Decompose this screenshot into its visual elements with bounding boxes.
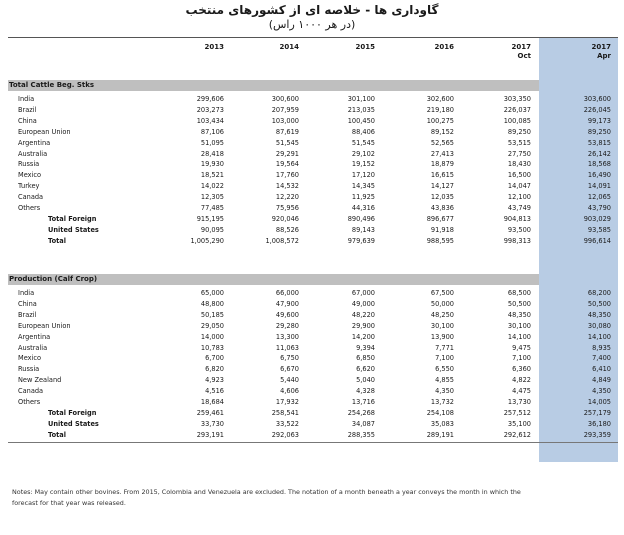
table-cell: 89,250 — [507, 127, 531, 136]
table-row — [8, 170, 618, 180]
table-cell: 48,800 — [200, 299, 224, 308]
table-cell: 302,600 — [426, 95, 454, 103]
table-cell: 16,490 — [587, 171, 611, 180]
table-cell: 48,350 — [507, 310, 531, 319]
table-cell: 6,550 — [435, 365, 454, 374]
table-cell: 915,195 — [196, 214, 224, 223]
table-row — [8, 181, 618, 191]
table-cell: 4,849 — [592, 376, 611, 385]
row-label: Mexico — [18, 171, 42, 180]
table-cell: 19,152 — [351, 160, 375, 169]
table-cell: 29,291 — [275, 149, 299, 158]
table-cell: 47,900 — [275, 299, 299, 308]
table-row — [8, 214, 618, 224]
table-cell: 13,300 — [275, 332, 299, 341]
table-cell: 303,350 — [503, 95, 531, 103]
table-cell: 65,000 — [200, 289, 224, 297]
table-row — [8, 419, 618, 429]
table-cell: 13,900 — [430, 332, 454, 341]
table-cell: 53,515 — [507, 138, 531, 147]
table-row — [8, 386, 618, 396]
table-cell: 34,087 — [351, 419, 375, 428]
table-cell: 996,614 — [583, 236, 611, 245]
table-cell: 93,500 — [507, 225, 531, 234]
table-cell: 4,855 — [435, 376, 454, 385]
table-cell: 18,521 — [200, 171, 224, 180]
row-label: Others — [18, 398, 41, 406]
header-year: 2017 — [511, 43, 531, 51]
header-month: Oct — [517, 52, 531, 60]
row-label: Canada — [18, 193, 44, 202]
table-cell: 53,815 — [587, 138, 611, 147]
table-cell: 6,410 — [592, 365, 611, 374]
table-cell: 35,100 — [507, 419, 531, 428]
table-cell: 36,180 — [587, 419, 611, 428]
title-block — [0, 2, 624, 32]
table-cell: 998,313 — [503, 236, 531, 245]
table-cell: 66,000 — [275, 289, 299, 297]
table-cell: 48,220 — [351, 310, 375, 319]
row-label: European Union — [18, 127, 71, 136]
table-cell: 50,500 — [587, 299, 611, 308]
row-label: China — [18, 299, 37, 308]
table-cell: 14,000 — [200, 332, 224, 341]
table-row — [8, 430, 618, 440]
row-label: Argentina — [18, 138, 51, 147]
row-label: United States — [48, 419, 99, 428]
header-year: 2013 — [204, 43, 224, 51]
table-cell: 16,615 — [430, 171, 454, 180]
table-cell: 89,152 — [430, 127, 454, 136]
table-cell: 4,923 — [205, 376, 224, 385]
table-cell: 26,142 — [587, 149, 611, 158]
table-cell: 7,771 — [435, 343, 454, 352]
table-cell: 12,305 — [200, 193, 224, 202]
table-cell: 29,280 — [275, 321, 299, 330]
table-cell: 4,516 — [205, 387, 224, 396]
table-row — [8, 203, 618, 213]
table-cell: 14,200 — [351, 332, 375, 341]
table-cell: 920,046 — [271, 214, 299, 223]
table-cell: 14,091 — [587, 182, 611, 191]
table-cell: 257,179 — [583, 408, 611, 417]
table-cell: 14,047 — [507, 182, 531, 191]
header-year: 2017 — [591, 43, 611, 51]
table-cell: 27,750 — [507, 149, 531, 158]
header-year: 2014 — [279, 43, 299, 51]
table-cell: 292,612 — [503, 430, 531, 439]
table-cell: 254,268 — [347, 408, 375, 417]
table-cell: 103,434 — [196, 116, 224, 125]
table-cell: 30,100 — [430, 321, 454, 330]
table-cell: 44,316 — [351, 204, 375, 212]
table-cell: 88,406 — [351, 127, 375, 136]
table-cell: 33,522 — [275, 419, 299, 428]
table-row — [8, 288, 618, 298]
table-cell: 100,085 — [503, 116, 531, 125]
table-cell: 17,120 — [351, 171, 375, 180]
table-cell: 1,005,290 — [190, 236, 224, 245]
table-cell: 10,783 — [200, 343, 224, 352]
table-cell: 11,925 — [351, 193, 375, 202]
table-cell: 30,100 — [507, 321, 531, 330]
table-cell: 17,932 — [275, 398, 299, 406]
bottom-rule — [8, 442, 618, 443]
table-cell: 14,345 — [351, 182, 375, 191]
table-row — [8, 332, 618, 342]
table-cell: 88,526 — [275, 225, 299, 234]
table-cell: 293,359 — [583, 430, 611, 439]
table-cell: 90,095 — [200, 225, 224, 234]
table-cell: 87,619 — [275, 127, 299, 136]
table-cell: 213,035 — [347, 105, 375, 114]
row-label: Total — [48, 430, 67, 439]
table-cell: 890,496 — [347, 214, 375, 223]
table-cell: 18,684 — [200, 398, 224, 406]
table-cell: 52,565 — [430, 138, 454, 147]
table-cell: 4,350 — [592, 387, 611, 396]
table-cell: 903,029 — [583, 214, 611, 223]
row-label: Total — [48, 236, 67, 245]
row-label: United States — [48, 225, 99, 234]
table-cell: 6,820 — [205, 365, 224, 374]
table-cell: 12,065 — [587, 193, 611, 202]
table-cell: 48,250 — [430, 310, 454, 319]
row-label: European Union — [18, 321, 71, 330]
row-label: Canada — [18, 387, 44, 396]
table-cell: 30,080 — [587, 321, 611, 330]
table-cell: 7,100 — [512, 354, 531, 363]
table-cell: 6,670 — [280, 365, 299, 374]
table-cell: 11,063 — [275, 343, 299, 352]
table-cell: 103,000 — [271, 116, 299, 125]
table-row — [8, 397, 618, 407]
table-row — [8, 343, 618, 353]
header-row — [8, 38, 618, 62]
table-cell: 27,413 — [430, 149, 454, 158]
table-row — [8, 408, 618, 418]
table-cell: 6,700 — [205, 354, 224, 363]
table-cell: 33,730 — [200, 419, 224, 428]
table-cell: 14,532 — [275, 182, 299, 191]
table-cell: 91,918 — [430, 225, 454, 234]
row-label: Total Foreign — [48, 408, 97, 417]
table-cell: 43,749 — [507, 204, 531, 212]
table-cell: 87,106 — [200, 127, 224, 136]
row-label: India — [18, 95, 35, 103]
table-cell: 303,600 — [583, 95, 611, 103]
table-row — [8, 138, 618, 148]
table-cell: 257,512 — [503, 408, 531, 417]
table-cell: 226,037 — [503, 105, 531, 114]
table-cell: 16,500 — [507, 171, 531, 180]
table-cell: 301,100 — [347, 95, 375, 103]
table-row — [8, 127, 618, 137]
table-cell: 8,935 — [592, 343, 611, 352]
table-cell: 292,063 — [271, 430, 299, 439]
table-cell: 1,008,572 — [265, 236, 299, 245]
table-cell: 51,095 — [200, 138, 224, 147]
table-cell: 289,191 — [426, 430, 454, 439]
table-cell: 12,220 — [275, 193, 299, 202]
table-cell: 293,191 — [196, 430, 224, 439]
table-cell: 203,273 — [196, 105, 224, 114]
table-cell: 99,173 — [587, 116, 611, 125]
table-cell: 14,100 — [507, 332, 531, 341]
table-cell: 49,000 — [351, 299, 375, 308]
table-cell: 258,541 — [271, 408, 299, 417]
table-cell: 300,600 — [271, 95, 299, 103]
table-cell: 14,127 — [430, 182, 454, 191]
table-cell: 259,461 — [196, 408, 224, 417]
table-cell: 904,813 — [503, 214, 531, 223]
notes: Notes: May contain other bovines. From 2015, Colombia and Venezuela are excluded. The notation of a month beneath a year conveys the month in which the forecast for that year was released. — [12, 488, 521, 507]
table-cell: 7,400 — [592, 354, 611, 363]
table-cell: 67,500 — [430, 289, 454, 297]
table-cell: 5,040 — [356, 376, 375, 385]
table-cell: 13,716 — [351, 398, 375, 406]
table-cell: 207,959 — [271, 105, 299, 114]
table-cell: 219,180 — [426, 105, 454, 114]
table-cell: 4,475 — [512, 387, 531, 396]
header-month: Apr — [597, 52, 611, 60]
table-cell: 6,620 — [356, 365, 375, 374]
table-cell: 28,418 — [200, 149, 224, 158]
table-cell: 5,440 — [280, 376, 299, 385]
table-cell: 89,250 — [587, 127, 611, 136]
table-cell: 18,430 — [507, 160, 531, 169]
table-cell: 254,108 — [426, 408, 454, 417]
table-cell: 4,350 — [435, 387, 454, 396]
table-cell: 988,595 — [426, 236, 454, 245]
table-cell: 13,732 — [430, 398, 454, 406]
table-cell: 18,568 — [587, 160, 611, 169]
table-cell: 51,545 — [275, 138, 299, 147]
table-row — [8, 375, 618, 385]
row-label: Others — [18, 204, 41, 212]
row-label: Total Foreign — [48, 214, 97, 223]
table-row — [8, 364, 618, 374]
row-label: Australia — [18, 149, 48, 158]
row-label: India — [18, 289, 35, 297]
table-cell: 51,545 — [351, 138, 375, 147]
row-label: New Zealand — [18, 376, 62, 385]
header-year: 2016 — [434, 43, 454, 51]
row-label: China — [18, 116, 37, 125]
table-row — [8, 159, 618, 169]
table-row — [8, 299, 618, 309]
row-label: Russia — [18, 160, 40, 169]
table-cell: 50,500 — [507, 299, 531, 308]
table-cell: 14,022 — [200, 182, 224, 191]
row-label: Australia — [18, 343, 48, 352]
table-cell: 4,606 — [280, 387, 299, 396]
table-cell: 9,475 — [512, 343, 531, 352]
table-cell: 43,790 — [587, 204, 611, 212]
table-row — [8, 225, 618, 235]
table-cell: 288,355 — [347, 430, 375, 439]
table-cell: 50,185 — [200, 310, 224, 319]
table-cell: 18,879 — [430, 160, 454, 169]
table-cell: 29,102 — [351, 149, 375, 158]
table-row — [8, 353, 618, 363]
row-label: Brazil — [18, 105, 37, 114]
table-cell: 14,005 — [587, 398, 611, 406]
table-row — [8, 94, 618, 104]
data-table — [8, 37, 611, 462]
table-cell: 9,394 — [356, 343, 375, 352]
section-title: Total Cattle Beg. Stks — [9, 81, 95, 89]
page-title: گاوداری ها - خلاصه ای از کشورهای منتخب — [185, 3, 439, 17]
table-cell: 19,930 — [200, 160, 224, 169]
table-cell: 93,585 — [587, 225, 611, 234]
table-cell: 979,639 — [347, 236, 375, 245]
table-cell: 49,600 — [275, 310, 299, 319]
table-cell: 6,850 — [356, 354, 375, 363]
table-cell: 29,900 — [351, 321, 375, 330]
table-row — [8, 149, 618, 159]
row-label: Russia — [18, 365, 40, 374]
table-cell: 4,822 — [512, 376, 531, 385]
table-cell: 68,200 — [587, 289, 611, 297]
table-cell: 226,045 — [583, 105, 611, 114]
table-cell: 67,000 — [351, 289, 375, 297]
table-cell: 68,500 — [507, 289, 531, 297]
table-cell: 75,956 — [275, 204, 299, 212]
table-cell: 77,485 — [200, 204, 224, 212]
table-cell: 89,143 — [351, 225, 375, 234]
table-cell: 4,328 — [356, 387, 375, 396]
table-cell: 17,760 — [275, 171, 299, 180]
table-cell: 35,083 — [430, 419, 454, 428]
table-row — [8, 321, 618, 331]
table-cell: 7,100 — [435, 354, 454, 363]
table-cell: 6,360 — [512, 365, 531, 374]
table-cell: 100,275 — [426, 116, 454, 125]
page-subtitle: (در هر ۱۰۰۰ راس) — [268, 18, 356, 31]
header-year: 2015 — [355, 43, 375, 51]
table-cell: 299,606 — [196, 95, 224, 103]
table-row — [8, 236, 618, 246]
table-cell: 19,564 — [275, 160, 299, 169]
row-label: Turkey — [18, 182, 40, 191]
table-cell: 100,450 — [347, 116, 375, 125]
table-row — [8, 105, 618, 115]
table-cell: 48,350 — [587, 310, 611, 319]
table-cell: 50,000 — [430, 299, 454, 308]
table-cell: 14,100 — [587, 332, 611, 341]
table-row — [8, 310, 618, 320]
table-cell: 12,100 — [507, 193, 531, 202]
table-cell: 43,836 — [430, 204, 454, 212]
row-label: Mexico — [18, 354, 42, 363]
table-cell: 6,750 — [280, 354, 299, 363]
table-cell: 29,050 — [200, 321, 224, 330]
section-title: Production (Calf Crop) — [9, 275, 98, 283]
table-cell: 12,035 — [430, 193, 454, 202]
table-row — [8, 192, 618, 202]
table-cell: 13,730 — [507, 398, 531, 406]
table-cell: 896,677 — [426, 214, 454, 223]
table-row — [8, 116, 618, 126]
row-label: Brazil — [18, 310, 37, 319]
row-label: Argentina — [18, 332, 51, 341]
